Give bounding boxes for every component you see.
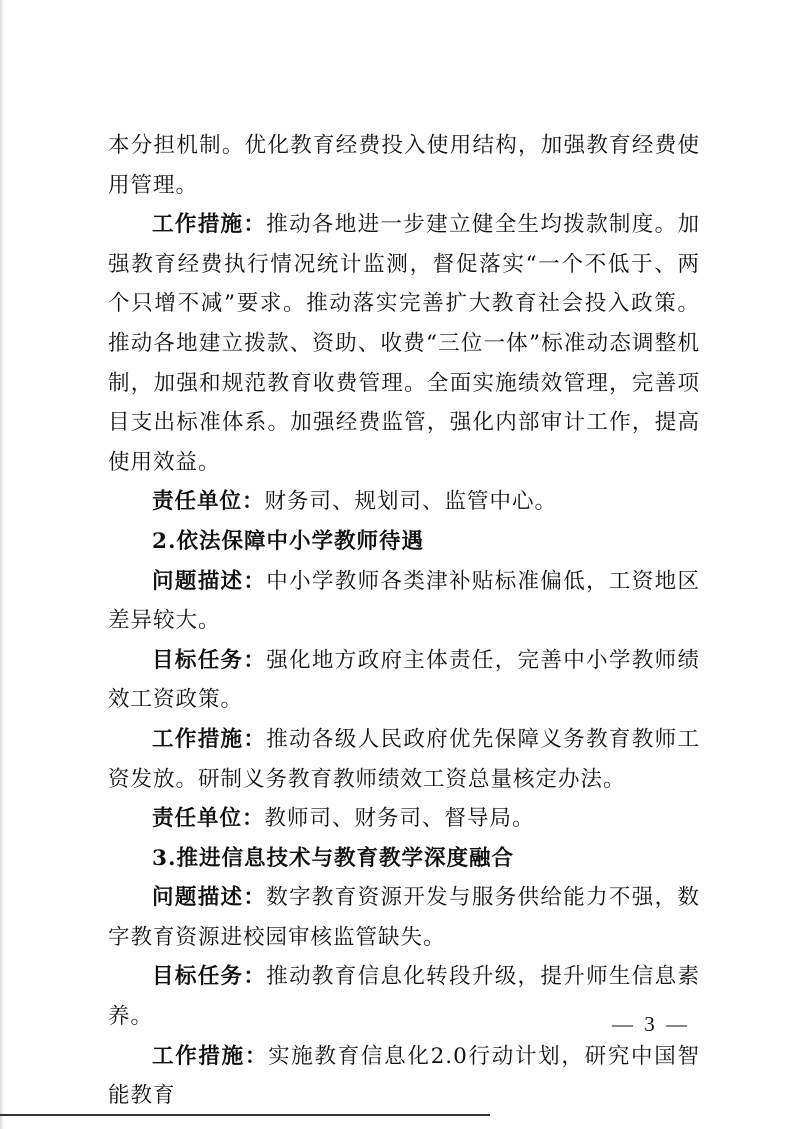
para-label: 问题描述： [152, 568, 267, 594]
para-text: 本分担机制。优化教育经费投入使用结构，加强教育经费使用管理。 [108, 133, 700, 198]
bottom-rule [0, 1114, 490, 1116]
paragraph-measures-1 [108, 205, 700, 482]
para-label: 责任单位： [152, 806, 265, 832]
para-text: 推动各地进一步建立健全生均拨款制度。加强教育经费执行情况统计监测，督促落实“一个不低于、两个只增不减”要求。推动落实完善扩大教育社会投入政策。推动各地建立拨款、资助、收费“三位一体”标准动态调整机制，加强和规范教育收费管理。全面实施绩效管理，完善项目支出标准体系。加强经费监管，强化内部审计工作，提高使用效益。 [108, 212, 700, 475]
paragraph-target-2 [108, 641, 700, 720]
para-text: 强化地方政府主体责任，完善中小学教师绩效工资政策。 [108, 647, 700, 713]
para-text: 中小学教师各类津补贴标准偏低，工资地区差异较大。 [108, 568, 700, 634]
section-heading-2: 2.依法保障中小学教师待遇 [152, 528, 424, 554]
paragraph-responsible-1 [108, 482, 700, 522]
para-label: 工作措施： [152, 726, 267, 752]
scan-edge [0, 0, 4, 1129]
paragraph-problem-3 [108, 878, 700, 957]
para-text: 推动教育信息化转段升级，提升师生信息素养。 [108, 964, 700, 1030]
para-label: 工作措施： [152, 1043, 269, 1069]
para-text: 实施教育信息化2.0行动计划，研究中国智能教育 [108, 1043, 700, 1109]
para-text: 数字教育资源开发与服务供给能力不强，数字教育资源进校园审核监管缺失。 [108, 885, 700, 950]
para-text: 财务司、规划司、监管中心。 [264, 489, 558, 515]
para-text: 推动各级人民政府优先保障义务教育教师工资发放。研制义务教育教师绩效工资总量核定办法。 [108, 726, 700, 792]
section-heading-3: 3.推进信息技术与教育教学深度融合 [152, 845, 514, 871]
para-label: 目标任务： [152, 964, 267, 990]
para-label: 责任单位： [152, 489, 265, 515]
paragraph-measures-3 [108, 1037, 700, 1116]
body-text [108, 126, 700, 1116]
paragraph-1 [108, 126, 700, 205]
paragraph-responsible-2 [108, 799, 700, 839]
page-number: — 3 — [612, 1012, 690, 1036]
para-label: 工作措施： [152, 212, 267, 238]
para-text: 教师司、财务司、督导局。 [264, 806, 535, 832]
para-label: 问题描述： [152, 885, 267, 911]
para-label: 目标任务： [152, 647, 267, 673]
paragraph-problem-2 [108, 562, 700, 641]
paragraph-measures-2 [108, 720, 700, 799]
